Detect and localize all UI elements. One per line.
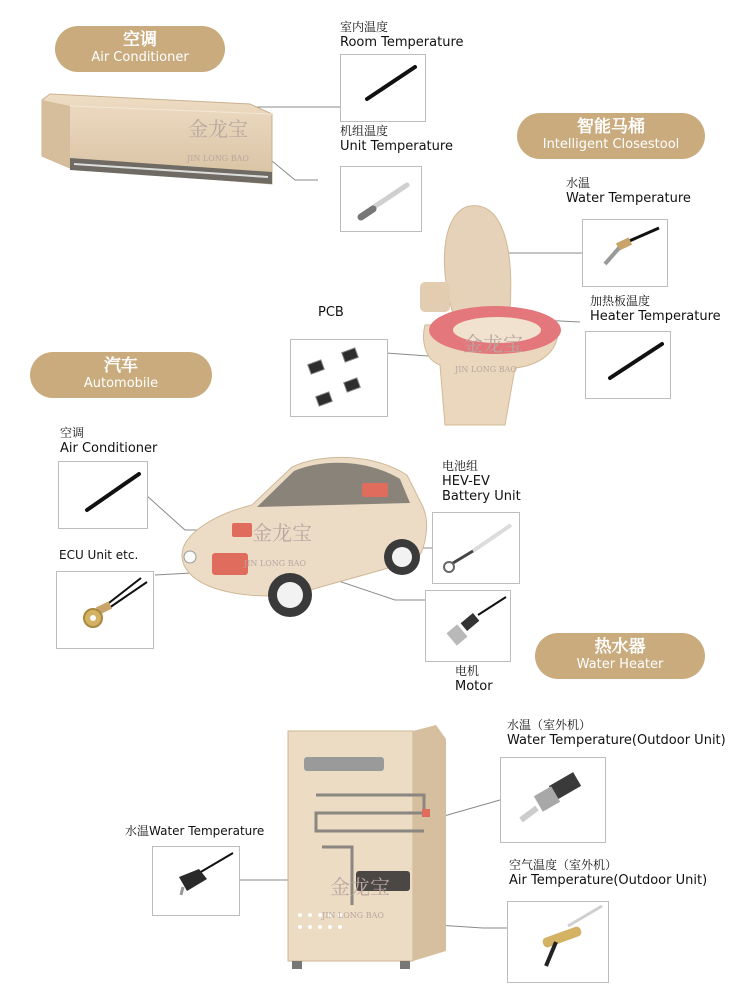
section-title-cn: 智能马桶 xyxy=(577,117,645,137)
watermark-text xyxy=(187,151,249,166)
watermark-en: JIN LONG BAO xyxy=(322,911,384,920)
label-en: Motor xyxy=(455,679,493,694)
heater-temperature-sensor xyxy=(585,331,671,399)
threaded-probe-icon xyxy=(583,220,667,286)
watermark-en: JIN LONG BAO xyxy=(244,559,306,568)
label-cn: 水温（室外机） xyxy=(507,718,592,732)
air-temperature-sensor xyxy=(507,901,609,983)
section-title-en: Air Conditioner xyxy=(91,50,189,65)
section-title-cn: 空调 xyxy=(123,30,157,50)
label-cn: 空调 xyxy=(60,426,85,440)
label-en: Water Temperature(Outdoor Unit) xyxy=(507,733,726,748)
section-title-cn: 热水器 xyxy=(594,637,646,657)
clip-sensor-icon xyxy=(153,847,239,915)
wh-water-temperature-sensor xyxy=(152,846,240,916)
watermark-logo xyxy=(463,332,523,356)
flange-probe-icon xyxy=(508,902,608,982)
label-wh-water-temperature: 水温Water Temperature xyxy=(125,824,265,838)
label-en: Air Conditioner xyxy=(60,441,158,456)
label-en: Water Temperature xyxy=(566,191,691,206)
capsule-sensor-icon xyxy=(341,167,421,231)
label-battery-unit xyxy=(442,459,521,504)
section-automobile xyxy=(30,352,212,398)
label-en-1: HEV-EV xyxy=(442,474,490,489)
watermark-text xyxy=(244,556,306,571)
watermark-logo xyxy=(188,117,248,141)
label-en: Heater Temperature xyxy=(590,309,721,324)
section-water-heater xyxy=(535,633,705,679)
threaded-probe-icon xyxy=(426,591,510,661)
threaded-probe-icon xyxy=(501,758,605,842)
toilet-water-temperature-sensor xyxy=(582,219,668,287)
label-en: Room Temperature xyxy=(340,35,464,50)
watermark-cn: 金龙宝 xyxy=(330,875,390,899)
unit-temperature-sensor xyxy=(340,166,422,232)
room-temperature-sensor xyxy=(340,54,426,122)
label-cn: 加热板温度 xyxy=(590,294,651,308)
label-cn: 电池组 xyxy=(442,459,479,473)
label-en: Unit Temperature xyxy=(340,139,453,154)
watermark-logo xyxy=(252,521,312,545)
label-pcb: PCB xyxy=(318,305,344,320)
label-cn: 水温 xyxy=(566,176,591,190)
label-en: Air Temperature(Outdoor Unit) xyxy=(509,873,708,888)
probe-sensor-icon xyxy=(59,462,147,528)
label-unit-temperature xyxy=(340,124,453,154)
watermark-en: JIN LONG BAO xyxy=(455,365,517,374)
section-title-en: Intelligent Closestool xyxy=(542,137,680,152)
water-heater-illustration xyxy=(286,725,451,970)
label-cn: 空气温度（室外机） xyxy=(509,858,618,872)
watermark-cn: 金龙宝 xyxy=(252,521,312,545)
battery-unit-sensor xyxy=(432,512,520,584)
ecu-unit-sensor xyxy=(56,571,154,649)
watermark-cn: 金龙宝 xyxy=(463,332,523,356)
label-motor xyxy=(455,664,493,694)
car-ac-sensor xyxy=(58,461,148,529)
ring-lug-sensor-icon xyxy=(57,572,153,648)
label-en-2: Battery Unit xyxy=(442,489,521,504)
label-cn: 室内温度 xyxy=(340,20,389,34)
pcb-components xyxy=(290,339,388,417)
probe-sensor-icon xyxy=(586,332,670,398)
air-conditioner-illustration xyxy=(40,86,280,198)
outdoor-water-temperature-sensor xyxy=(500,757,606,843)
watermark-text xyxy=(322,908,384,923)
watermark-cn: 金龙宝 xyxy=(188,117,248,141)
probe-sensor-icon xyxy=(341,55,425,121)
watermark-text xyxy=(455,362,517,377)
label-room-temperature xyxy=(340,20,464,50)
label-air-temperature xyxy=(509,858,707,888)
label-cn: 电机 xyxy=(455,664,480,678)
motor-sensor xyxy=(425,590,511,662)
toilet-illustration xyxy=(415,200,565,430)
smd-chip-icon xyxy=(291,340,387,416)
watermark-logo xyxy=(330,875,390,899)
section-title-cn: 汽车 xyxy=(104,356,138,376)
section-air-conditioner xyxy=(55,26,225,72)
label-ecu-unit: ECU Unit etc. xyxy=(59,548,139,562)
section-title-en: Automobile xyxy=(83,376,159,391)
section-intelligent-closestool xyxy=(517,113,705,159)
watermark-en: JIN LONG BAO xyxy=(187,154,249,163)
label-car-air-conditioner xyxy=(60,426,157,456)
label-outdoor-water-temperature xyxy=(507,718,726,748)
section-title-en: Water Heater xyxy=(576,657,664,672)
ring-lug-sensor-icon xyxy=(433,513,519,583)
label-cn: 机组温度 xyxy=(340,124,389,138)
label-toilet-water-temperature xyxy=(566,176,691,206)
label-heater-temperature xyxy=(590,294,721,324)
